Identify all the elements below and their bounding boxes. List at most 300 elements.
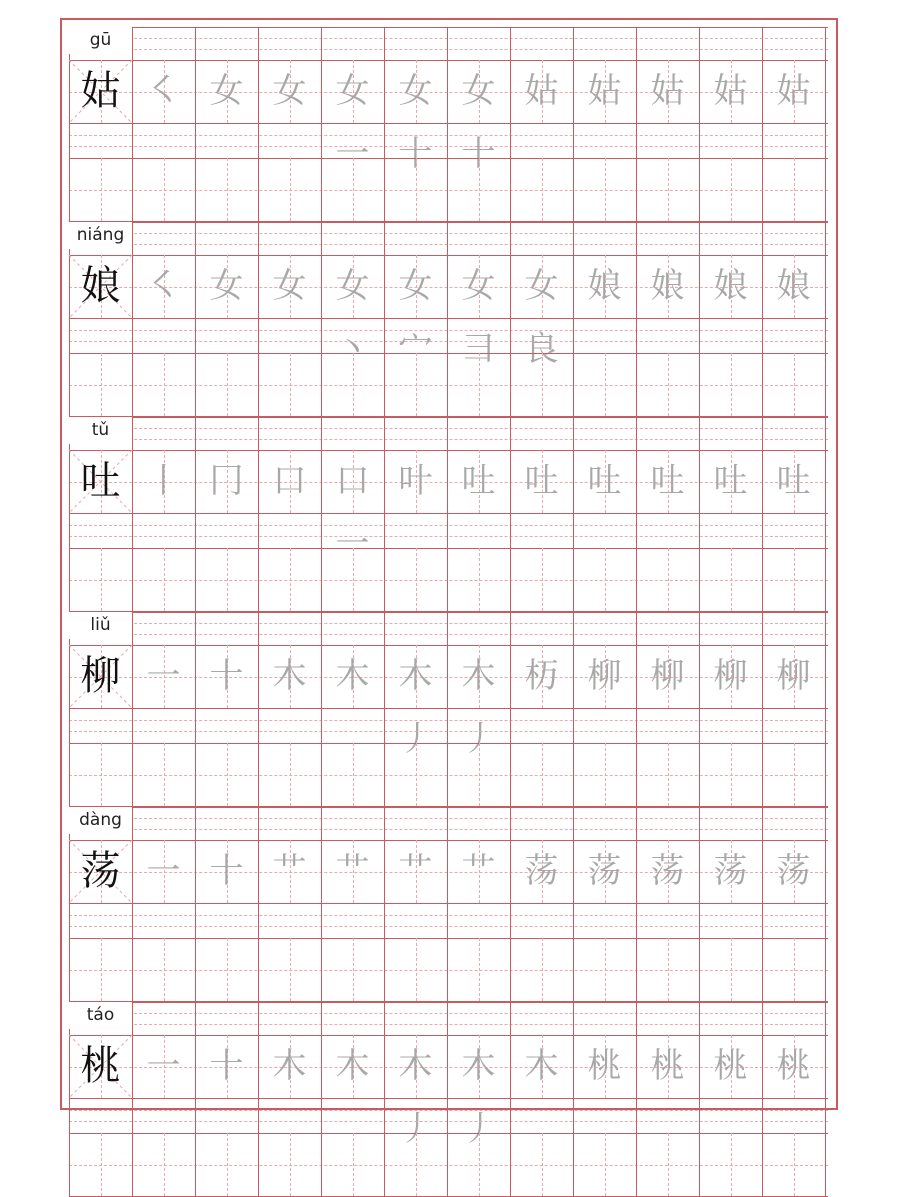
column-line (195, 807, 196, 840)
column-line (384, 222, 385, 255)
column-line (699, 222, 700, 255)
column-line (132, 353, 133, 416)
column-line (132, 318, 133, 353)
writing-row (69, 645, 828, 759)
column-line (195, 222, 196, 255)
column-line (384, 938, 385, 1001)
column-line (636, 222, 637, 255)
column-line (69, 353, 70, 416)
staff-guide (69, 1110, 828, 1111)
staff-guide (69, 926, 828, 927)
spacer-staff (69, 708, 828, 743)
column-line (195, 318, 196, 353)
column-line (825, 450, 826, 513)
column-line (69, 318, 70, 353)
column-line (825, 1035, 826, 1098)
column-line (258, 743, 259, 806)
column-mid-guide (353, 353, 354, 416)
column-line (321, 158, 322, 221)
column-mid-guide (479, 353, 480, 416)
column-line (69, 513, 70, 548)
column-line (573, 158, 574, 221)
column-mid-guide (101, 938, 102, 1001)
column-line (573, 417, 574, 450)
column-line (510, 1133, 511, 1196)
column-line (195, 938, 196, 1001)
column-line (447, 1002, 448, 1035)
stroke-step: 吐 (461, 461, 496, 501)
column-mid-guide (227, 1133, 228, 1196)
column-mid-guide (605, 1133, 606, 1196)
staff-guide (69, 536, 828, 537)
column-mid-guide (353, 743, 354, 806)
column-line (447, 222, 448, 255)
column-line (825, 158, 826, 221)
column-line (258, 318, 259, 353)
column-line (510, 158, 511, 221)
column-line (636, 27, 637, 60)
pinyin-label: dàng (69, 807, 132, 834)
stroke-step: 柳 (587, 656, 622, 696)
column-line (510, 612, 511, 645)
column-line (195, 903, 196, 938)
column-mid-guide (605, 938, 606, 1001)
column-mid-guide (353, 1133, 354, 1196)
pinyin-staff (69, 612, 828, 645)
stroke-step: 姑 (776, 71, 811, 111)
staff-guide (69, 634, 828, 635)
stroke-step: 女良 (524, 266, 559, 369)
column-line (195, 708, 196, 743)
column-line (258, 903, 259, 938)
column-line (573, 708, 574, 743)
stroke-step: 女十 (461, 71, 496, 174)
column-line (132, 1133, 133, 1196)
stroke-step: 吐 (713, 461, 748, 501)
column-line (510, 743, 511, 806)
stroke-step: 一 (146, 851, 181, 891)
row-mid-guide (69, 580, 828, 581)
stroke-step: 女一 (335, 71, 370, 174)
column-mid-guide (101, 1133, 102, 1196)
column-line (384, 123, 385, 158)
row-mid-guide (69, 1165, 828, 1166)
column-mid-guide (668, 353, 669, 416)
stroke-step: 艹 (461, 851, 496, 891)
row-mid-guide (69, 775, 828, 776)
stroke-step: 木 (524, 1046, 559, 1086)
column-line (573, 1002, 574, 1035)
writing-row (69, 450, 828, 564)
column-mid-guide (164, 938, 165, 1001)
column-mid-guide (353, 938, 354, 1001)
column-line (132, 938, 133, 1001)
staff-guide (69, 38, 828, 39)
character-block (69, 222, 828, 417)
column-mid-guide (794, 1133, 795, 1196)
column-line (825, 743, 826, 806)
blank-practice-row[interactable] (69, 353, 828, 416)
column-line (825, 318, 826, 353)
column-line (762, 123, 763, 158)
column-line (321, 743, 322, 806)
stroke-step: 桃 (650, 1046, 685, 1086)
column-mid-guide (227, 743, 228, 806)
staff-guide (69, 49, 828, 50)
column-line (699, 318, 700, 353)
column-mid-guide (101, 353, 102, 416)
stroke-step: 荡 (713, 851, 748, 891)
stroke-step: 娘 (713, 266, 748, 306)
column-line (699, 158, 700, 221)
model-character: 吐 (80, 458, 121, 504)
pinyin-staff (69, 807, 828, 840)
column-line (762, 1002, 763, 1035)
column-line (321, 27, 322, 60)
column-mid-guide (227, 548, 228, 611)
column-mid-guide (794, 158, 795, 221)
stroke-step: 吐 (524, 461, 559, 501)
stroke-step: 女 (209, 266, 244, 306)
staff-guide (69, 341, 828, 342)
column-line (762, 807, 763, 840)
blank-practice-row[interactable] (69, 548, 828, 611)
stroke-step: 娘 (650, 266, 685, 306)
column-mid-guide (164, 548, 165, 611)
column-mid-guide (164, 353, 165, 416)
row-top-line (69, 743, 828, 744)
column-line (447, 123, 448, 158)
column-line (195, 1098, 196, 1133)
staff-top-line (69, 807, 828, 808)
stroke-step: 女彐 (461, 266, 496, 369)
column-line (699, 807, 700, 840)
spacer-staff (69, 318, 828, 353)
column-line (447, 417, 448, 450)
column-line (384, 417, 385, 450)
stroke-step: 娘 (587, 266, 622, 306)
stroke-step: 女 (209, 71, 244, 111)
stroke-step: 木 (272, 656, 307, 696)
staff-guide (69, 525, 828, 526)
column-line (321, 353, 322, 416)
column-line (510, 938, 511, 1001)
column-line (762, 222, 763, 255)
column-line (447, 743, 448, 806)
column-line (762, 158, 763, 221)
column-line (69, 743, 70, 806)
stroke-step: 姑 (713, 71, 748, 111)
staff-top-line (69, 417, 828, 418)
column-mid-guide (164, 158, 165, 221)
stroke-step: 姑 (587, 71, 622, 111)
stroke-step: 木丿 (461, 1046, 496, 1149)
staff-top-line (69, 612, 828, 613)
column-mid-guide (290, 1133, 291, 1196)
column-line (321, 938, 322, 1001)
column-line (510, 222, 511, 255)
staff-guide (69, 623, 828, 624)
writing-row (69, 255, 828, 369)
column-line (636, 708, 637, 743)
column-mid-guide (290, 158, 291, 221)
column-line (447, 708, 448, 743)
stroke-step: 冂 (209, 461, 244, 501)
column-line (573, 123, 574, 158)
column-line (699, 612, 700, 645)
column-mid-guide (164, 1133, 165, 1196)
column-line (384, 708, 385, 743)
column-line (573, 1098, 574, 1133)
column-mid-guide (668, 548, 669, 611)
column-line (573, 612, 574, 645)
column-line (762, 1133, 763, 1196)
column-line (132, 807, 133, 840)
row-mid-guide (69, 385, 828, 386)
column-line (69, 123, 70, 158)
pinyin-staff (69, 222, 828, 255)
column-line (447, 513, 448, 548)
column-line (447, 1098, 448, 1133)
column-line (699, 708, 700, 743)
staff-guide (69, 829, 828, 830)
stroke-step: 姑 (650, 71, 685, 111)
column-line (636, 123, 637, 158)
column-line (321, 1098, 322, 1133)
column-line (825, 123, 826, 158)
column-line (825, 1133, 826, 1196)
column-mid-guide (479, 1133, 480, 1196)
column-line (762, 903, 763, 938)
writing-row (69, 60, 828, 174)
blank-practice-row[interactable] (69, 743, 828, 806)
column-line (762, 27, 763, 60)
column-mid-guide (794, 548, 795, 611)
column-line (195, 123, 196, 158)
stroke-step: 口一 (335, 461, 370, 564)
stroke-step: 木 (272, 1046, 307, 1086)
stroke-step: 娘 (776, 266, 811, 306)
spacer-staff (69, 1098, 828, 1133)
column-line (132, 158, 133, 221)
column-line (573, 1133, 574, 1196)
column-line (321, 417, 322, 450)
stroke-step: 口 (272, 461, 307, 501)
column-line (321, 708, 322, 743)
column-mid-guide (668, 938, 669, 1001)
column-line (195, 1002, 196, 1035)
column-line (699, 743, 700, 806)
column-line (825, 903, 826, 938)
column-mid-guide (416, 743, 417, 806)
stroke-step: 吐 (776, 461, 811, 501)
column-line (825, 513, 826, 548)
row-mid-guide (69, 190, 828, 191)
stroke-step: 一 (146, 656, 181, 696)
column-line (762, 318, 763, 353)
column-line (321, 513, 322, 548)
column-line (825, 1098, 826, 1133)
staff-guide (69, 330, 828, 331)
column-line (825, 612, 826, 645)
row-top-line (69, 548, 828, 549)
stroke-step: 荡 (650, 851, 685, 891)
column-mid-guide (479, 548, 480, 611)
column-mid-guide (353, 548, 354, 611)
column-line (384, 612, 385, 645)
column-mid-guide (605, 548, 606, 611)
column-line (636, 903, 637, 938)
column-line (258, 123, 259, 158)
column-line (636, 743, 637, 806)
stroke-step: 十 (209, 1046, 244, 1086)
column-line (321, 222, 322, 255)
column-line (699, 417, 700, 450)
stroke-step: 吐 (587, 461, 622, 501)
column-line (825, 840, 826, 903)
column-line (132, 743, 133, 806)
column-line (384, 1002, 385, 1035)
stroke-step: 一 (146, 1046, 181, 1086)
column-mid-guide (290, 743, 291, 806)
pinyin-label: tǔ (69, 417, 132, 444)
column-line (699, 1098, 700, 1133)
column-line (510, 27, 511, 60)
column-line (447, 612, 448, 645)
column-mid-guide (794, 938, 795, 1001)
column-line (762, 743, 763, 806)
stroke-step: 艹 (398, 851, 433, 891)
stroke-step: 木丿 (398, 1046, 433, 1149)
blank-practice-row[interactable] (69, 158, 828, 221)
stroke-step: 艹 (335, 851, 370, 891)
stroke-step: 木丿 (461, 656, 496, 759)
pinyin-label: niáng (69, 222, 132, 249)
column-line (510, 513, 511, 548)
column-line (384, 318, 385, 353)
stroke-step: 十 (209, 851, 244, 891)
column-mid-guide (164, 743, 165, 806)
column-line (69, 708, 70, 743)
column-line (69, 938, 70, 1001)
column-mid-guide (101, 743, 102, 806)
column-line (384, 513, 385, 548)
column-line (573, 353, 574, 416)
blank-practice-row[interactable] (69, 938, 828, 1001)
model-character: 荡 (80, 848, 121, 894)
column-line (321, 612, 322, 645)
column-mid-guide (353, 158, 354, 221)
column-line (636, 318, 637, 353)
writing-row (69, 1035, 828, 1149)
stroke-step: 桃 (776, 1046, 811, 1086)
staff-guide (69, 731, 828, 732)
staff-guide (69, 244, 828, 245)
column-line (573, 743, 574, 806)
stroke-step: 女丶 (335, 266, 370, 369)
staff-guide (69, 146, 828, 147)
stroke-step: 荡 (524, 851, 559, 891)
stroke-step: 女十 (398, 71, 433, 174)
column-line (699, 123, 700, 158)
column-line (132, 513, 133, 548)
column-mid-guide (290, 353, 291, 416)
column-line (258, 158, 259, 221)
column-line (636, 807, 637, 840)
column-line (510, 123, 511, 158)
column-line (573, 513, 574, 548)
stroke-step: 桃 (713, 1046, 748, 1086)
column-line (762, 513, 763, 548)
column-line (447, 548, 448, 611)
column-line (384, 807, 385, 840)
pinyin-staff (69, 1002, 828, 1035)
character-block (69, 27, 828, 222)
column-mid-guide (479, 158, 480, 221)
staff-guide (69, 720, 828, 721)
staff-guide (69, 818, 828, 819)
column-line (69, 1133, 70, 1196)
column-line (321, 318, 322, 353)
column-line (195, 1133, 196, 1196)
stroke-step: 艹 (272, 851, 307, 891)
staff-top-line (69, 27, 828, 28)
row-mid-guide (69, 970, 828, 971)
column-mid-guide (668, 743, 669, 806)
column-line (258, 548, 259, 611)
column-line (510, 318, 511, 353)
column-line (699, 27, 700, 60)
column-line (699, 548, 700, 611)
column-mid-guide (101, 158, 102, 221)
column-line (258, 938, 259, 1001)
column-line (132, 1002, 133, 1035)
column-line (510, 353, 511, 416)
column-line (762, 612, 763, 645)
stroke-step: 女 (272, 266, 307, 306)
pinyin-label: gū (69, 27, 132, 54)
stroke-step: ㇛ (146, 71, 181, 111)
column-line (69, 548, 70, 611)
column-mid-guide (479, 938, 480, 1001)
column-line (132, 417, 133, 450)
column-line (258, 222, 259, 255)
column-line (762, 353, 763, 416)
column-line (762, 417, 763, 450)
column-line (258, 1133, 259, 1196)
column-line (447, 158, 448, 221)
column-line (573, 807, 574, 840)
column-line (447, 27, 448, 60)
column-line (699, 353, 700, 416)
column-line (132, 1098, 133, 1133)
spacer-staff (69, 513, 828, 548)
stroke-step: 丨 (146, 461, 181, 501)
column-line (699, 1133, 700, 1196)
column-line (447, 807, 448, 840)
column-line (510, 903, 511, 938)
column-mid-guide (605, 353, 606, 416)
column-line (699, 938, 700, 1001)
column-line (573, 222, 574, 255)
column-line (258, 1002, 259, 1035)
column-line (447, 903, 448, 938)
stroke-step: 荡 (776, 851, 811, 891)
model-character: 柳 (80, 653, 121, 699)
blank-practice-row[interactable] (69, 1133, 828, 1196)
stroke-step: 吐 (650, 461, 685, 501)
column-mid-guide (542, 548, 543, 611)
